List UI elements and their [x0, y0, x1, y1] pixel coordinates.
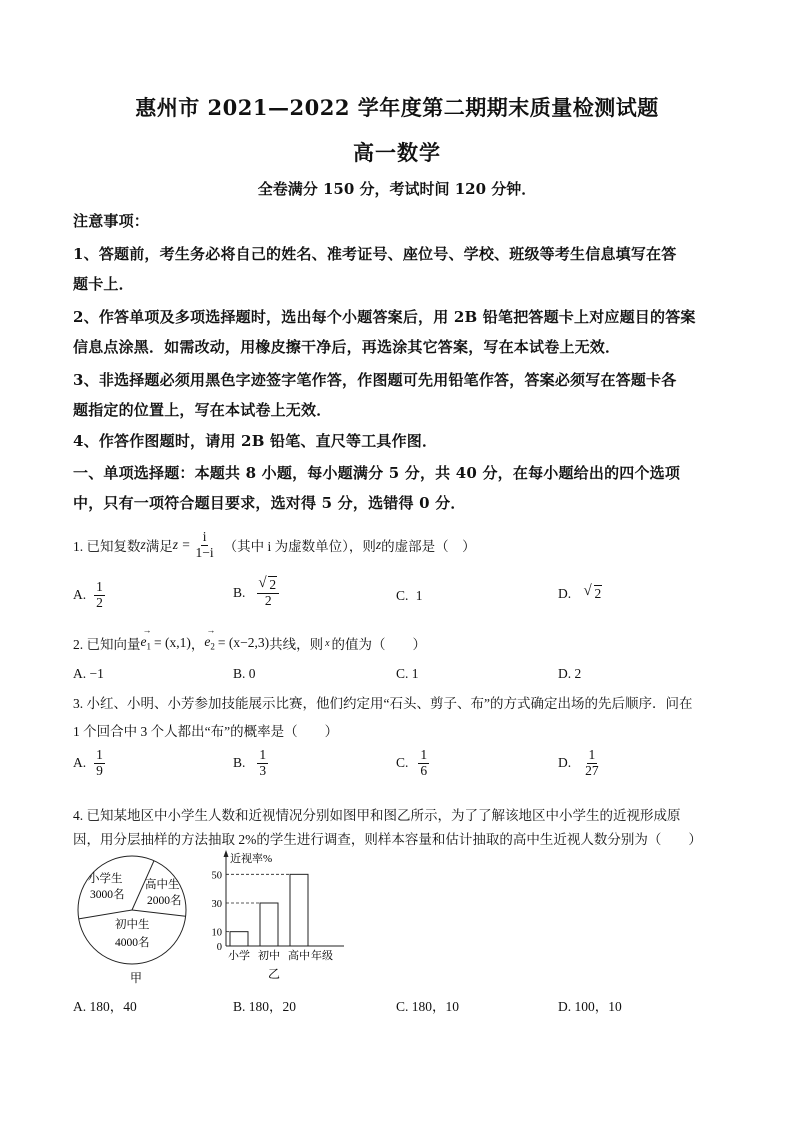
notice-item-1-line2: 题卡上．	[73, 275, 134, 293]
q1-frac-den: 1−i	[195, 544, 214, 560]
option-letter: A.	[73, 755, 87, 771]
q2-suffix-a: 共线，则	[269, 637, 324, 652]
option-den: 2	[264, 592, 272, 608]
notice-item-2-line1: 2、作答单项及多项选择题时，选出每个小题答案后，用 2B 铅笔把答题卡上对应题目的答案	[73, 308, 696, 326]
q2-option-c	[396, 666, 419, 682]
y-tick-label: 0	[216, 942, 222, 953]
y-axis-label: 近视率%	[230, 853, 273, 865]
q4-option-a	[73, 995, 137, 1015]
notice-item-1-line1: 1、答题前，考生务必将自己的姓名、准考证号、座位号、学校、班级等考生信息填写在答	[73, 245, 677, 263]
option-sqrt-val: 2	[594, 586, 602, 601]
q1-mid: 满足	[145, 539, 173, 555]
notice-item-4-line1: 4、作答作图题时，请用 2B 铅笔、直尺等工具作图．	[73, 432, 438, 450]
option-text: 180，10	[411, 999, 460, 1014]
question-1-stem	[73, 530, 476, 561]
figure-yi-caption: 乙	[268, 967, 281, 981]
q1-option-c	[396, 588, 423, 604]
option-sqrt-val: 2	[269, 577, 277, 592]
q1-var-z2: z	[375, 537, 382, 553]
option-den: 2	[96, 594, 103, 610]
q2-e1-value: = (x,1)	[154, 635, 191, 650]
q3-option-a	[73, 748, 105, 779]
x-tick-label: 高中	[288, 950, 310, 962]
option-num: 1	[588, 747, 596, 762]
q1-suffix-a: （其中 i 为虚数单位），则	[223, 539, 376, 555]
q2-option-b	[233, 666, 256, 682]
q1-suffix-b: 的虚部是（ ）	[381, 539, 476, 555]
option-letter: C.	[396, 755, 409, 771]
vector-e1: → $e_1$	[140, 625, 152, 652]
option-letter: C.	[396, 666, 409, 681]
q1-eq-lhs: z =	[172, 537, 191, 553]
x-axis-label: 年级	[311, 950, 333, 962]
question-4-line2: 因，用分层抽样的方法抽取 2%的学生进行调查，则样本容量和估计抽取的高中生近视人数分别为（ ）	[73, 832, 702, 847]
option-letter: C.	[396, 588, 409, 603]
q1-option-a	[73, 580, 105, 611]
q2-option-a	[73, 666, 104, 682]
pie-label-middle: 初中生	[115, 919, 150, 931]
notice-item-2-line2: 信息点涂黑．如需改动，用橡皮擦干净后，再选涂其它答案，写在本试卷上无效．	[73, 338, 621, 356]
q3-option-c	[396, 748, 429, 779]
section-1-line2: 中，只有一项符合题目要求，选对得 5 分，选错得 0 分．	[73, 494, 466, 512]
notice-item-3-line2: 题指定的位置上，写在本试卷上无效．	[73, 401, 332, 419]
q1-frac-num: i	[202, 529, 207, 544]
option-letter: D.	[558, 586, 572, 601]
option-text: 180，40	[89, 999, 137, 1014]
option-letter: A.	[73, 999, 87, 1014]
vec-e1-sub: 1	[146, 641, 151, 652]
option-text: −1	[89, 666, 104, 681]
y-tick-label: 30	[211, 899, 222, 910]
x-tick-label: 小学	[228, 950, 250, 962]
question-4-line1: 4. 已知某地区中小学生人数和近视情况分别如图甲和图乙所示，为了了解该地区中小学生的近视形成原	[73, 808, 681, 823]
q1-prefix: 1. 已知复数	[73, 539, 141, 555]
option-letter: B.	[233, 585, 246, 601]
option-den: 9	[96, 762, 103, 778]
notice-heading: 注意事项：	[73, 212, 150, 230]
bar-小学	[230, 932, 248, 946]
y-axis-arrow	[224, 850, 229, 857]
vec-e1-letter: e	[140, 634, 147, 650]
q2-option-d	[558, 666, 581, 682]
option-text: 0	[248, 666, 256, 681]
option-den: 3	[259, 762, 267, 778]
vector-e2: → $e_2$	[204, 625, 216, 652]
exam-title: 惠州市 2021—2022 学年度第二期期末质量检测试题	[135, 95, 659, 120]
option-letter: B.	[233, 666, 246, 681]
option-text: 100，10	[574, 999, 622, 1014]
pie-count-primary: 3000名	[90, 889, 125, 901]
q2-e2-value: = (x−2,3)	[217, 635, 270, 650]
figure-yi-bar-chart	[204, 848, 364, 988]
bar-高中	[290, 874, 308, 946]
option-letter: A.	[73, 587, 87, 603]
figure-jia-pie	[70, 850, 200, 990]
q3-option-d	[558, 748, 601, 779]
question-3-line1: 3. 小红、小明、小芳参加技能展示比赛，他们约定用“石头、剪子、布”的方式确定出场的先后顺序．问在	[73, 696, 693, 711]
option-text: 1	[411, 666, 419, 681]
q2-var-x: x	[325, 637, 330, 649]
q1-var-z: z	[140, 537, 146, 553]
vec-e2-letter: e	[204, 634, 211, 650]
notice-item-3-line1: 3、非选择题必须用黑色字迹签字笔作答，作图题可先用铅笔作答，答案必须写在答题卡各	[73, 371, 677, 389]
option-letter: D.	[558, 755, 572, 771]
q4-option-d	[558, 995, 622, 1015]
figure-jia-caption: 甲	[130, 971, 143, 985]
pie-count-high: 2000名	[147, 895, 182, 907]
q4-option-c	[396, 995, 459, 1015]
question-2-stem	[73, 625, 427, 653]
option-text: 1	[415, 588, 423, 603]
q2-comma: ，	[190, 637, 205, 652]
option-letter: A.	[73, 666, 87, 681]
full-score-note: 全卷满分 150 分，考试时间 120 分钟．	[257, 180, 537, 198]
option-num: 1	[96, 579, 103, 594]
x-tick-label: 初中	[258, 950, 280, 962]
option-num: 1	[259, 747, 267, 762]
y-tick-label: 50	[211, 870, 222, 882]
option-num: 1	[96, 747, 103, 762]
option-num: 1	[420, 747, 428, 762]
q1-fraction	[194, 530, 216, 561]
bar-初中	[260, 903, 278, 946]
option-letter: C.	[396, 999, 409, 1014]
q3-option-b	[233, 748, 268, 779]
q1-option-d	[558, 586, 602, 602]
section-1-line1: 一、单项选择题：本题共 8 小题，每小题满分 5 分，共 40 分，在每小题给出的四个选项	[73, 464, 681, 482]
vec-e2-sub: 2	[210, 641, 215, 652]
pie-label-primary: 小学生	[88, 873, 123, 885]
q4-option-b	[233, 995, 296, 1015]
q1-option-b	[233, 578, 279, 609]
option-letter: B.	[233, 755, 246, 771]
q2-suffix-b: 的值为（ ）	[331, 637, 427, 652]
option-text: 2	[574, 666, 582, 681]
option-den: 6	[420, 762, 428, 778]
y-tick-label: 10	[211, 927, 222, 939]
option-letter: D.	[558, 666, 572, 681]
pie-divider-left	[79, 910, 132, 919]
pie-label-high: 高中生	[145, 879, 180, 891]
option-letter: D.	[558, 999, 572, 1014]
question-3-line2: 1 个回合中 3 个人都出“布”的概率是（ ）	[73, 724, 339, 739]
option-letter: B.	[233, 999, 246, 1014]
option-text: 180，20	[248, 999, 297, 1014]
subject-title: 高一数学	[353, 140, 441, 165]
pie-divider-right	[132, 910, 186, 916]
option-den: 27	[585, 762, 599, 778]
q2-prefix: 2. 已知向量	[73, 637, 141, 652]
pie-count-middle: 4000名	[115, 937, 150, 949]
